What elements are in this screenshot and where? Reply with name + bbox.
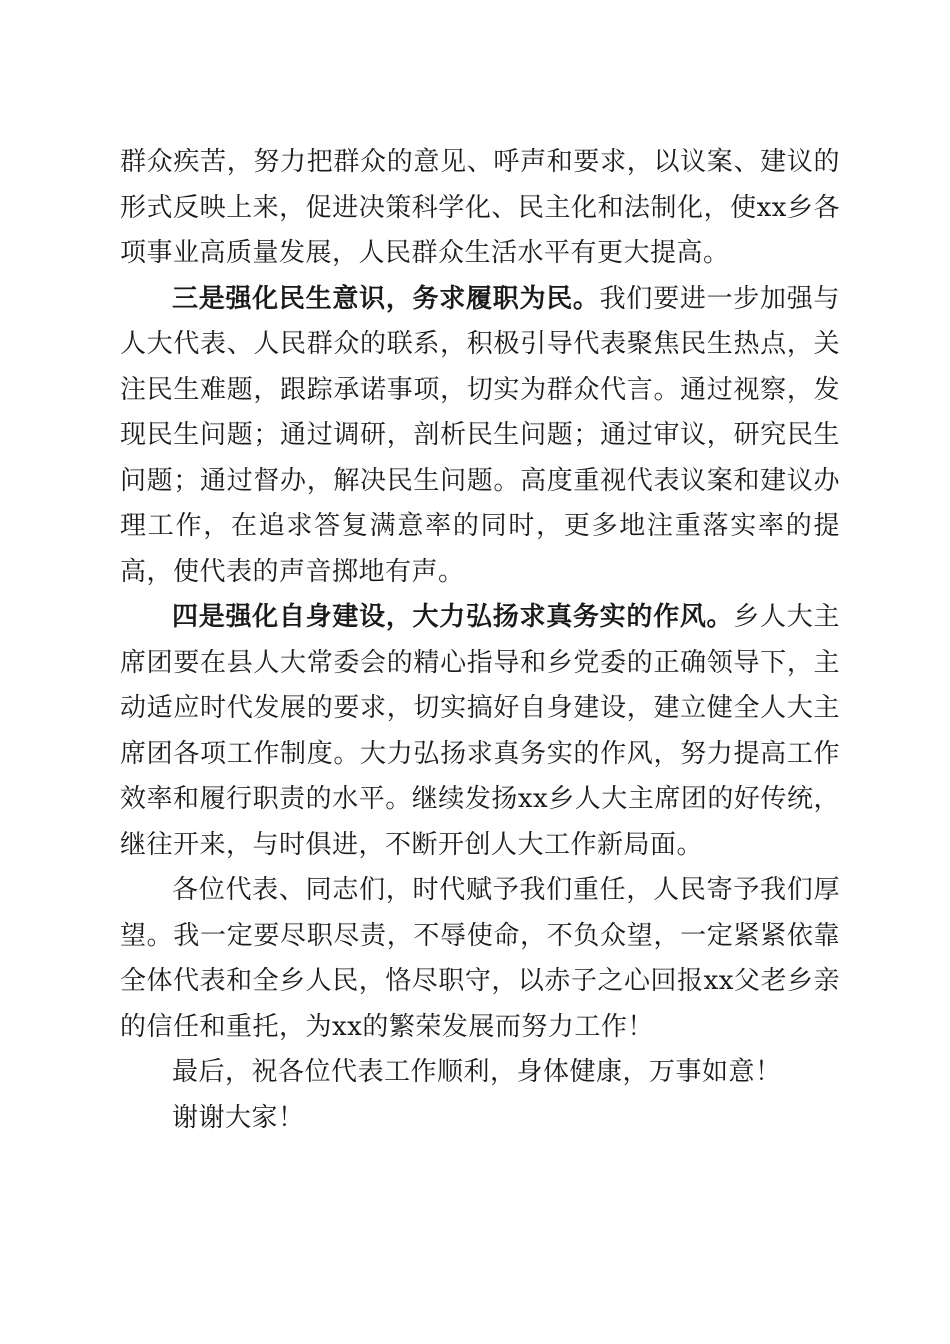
paragraph-text: 乡人大主席团要在县人大常委会的精心指导和乡党委的正确领导下，主动适应时代发展的要求，切实搞好自身建设，建立健全人大主席团各项工作制度。大力弘扬求真务实的作风，努力提高工作效率和履行职责的水平。继续发扬xx乡人大主席团的好传统，继往开来，与时俱进，不断开创人大工作新局面。: [120, 602, 840, 860]
paragraph-closing-pledge: [120, 868, 840, 1050]
paragraph-continuation: [120, 140, 840, 277]
paragraph-text: 各位代表、同志们，时代赋予我们重任，人民寄予我们厚望。我一定要尽职尽责，不辱使命，不负众望，一定紧紧依靠全体代表和全乡人民，恪尽职守，以赤子之心回报xx父老乡亲的信任和重托，为xx的繁荣发展而努力工作！: [120, 875, 840, 1042]
document-body: [120, 140, 840, 1141]
paragraph-thanks: [120, 1096, 840, 1142]
paragraph-text: 最后，祝各位代表工作顺利，身体健康，万事如意！: [172, 1057, 782, 1087]
paragraph-text: 群众疾苦，努力把群众的意见、呼声和要求，以议案、建议的形式反映上来，促进决策科学化、民主化和法制化，使xx乡各项事业高质量发展，人民群众生活水平有更大提高。: [120, 147, 840, 268]
paragraph-text: 谢谢大家！: [172, 1102, 305, 1133]
paragraph-point-three: [120, 277, 840, 596]
paragraph-text: 我们要进一步加强与人大代表、人民群众的联系，积极引导代表聚焦民生热点，关注民生难题，跟踪承诺事项，切实为群众代言。通过视察，发现民生问题；通过调研，剖析民生问题；通过审议，研究民生问题；通过督办，解决民生问题。高度重视代表议案和建议办理工作，在追求答复满意率的同时，更多地注重落实率的提高，使代表的声音掷地有声。: [120, 283, 840, 587]
paragraph-point-four: [120, 595, 840, 868]
paragraph-heading: 三是强化民生意识，务求履职为民。: [172, 283, 600, 314]
paragraph-wishes: [120, 1050, 840, 1096]
paragraph-heading: 四是强化自身建设，大力弘扬求真务实的作风。: [172, 602, 734, 632]
